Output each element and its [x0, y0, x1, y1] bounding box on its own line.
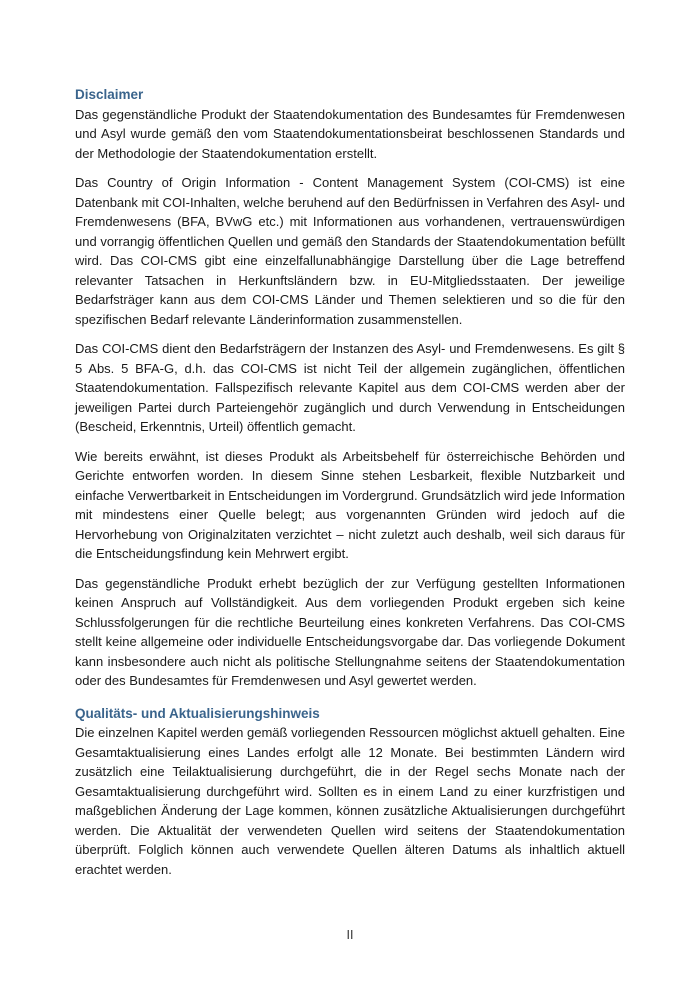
disclaimer-paragraph-4: Wie bereits erwähnt, ist dieses Produkt als Arbeitsbehelf für österreichische Behörden und Gerichte entworfen worden. In diesem Sinne stehen Lesbarkeit, flexible Nutzbarkeit und einfache Verwertbarkeit in Entscheidungen im Vordergrund. Grundsätzlich wird jede Information mit mindestens einer Quelle belegt; aus vorgenannten Gründen wird jedoch auf die Hervorhebung von Originalzitaten verzichtet – nicht zuletzt auch deshalb, weil sich daraus für die Entscheidungsfindung kein Mehrwert ergibt.	[75, 448, 625, 561]
section-disclaimer	[75, 85, 625, 691]
disclaimer-heading: Disclaimer	[75, 87, 144, 102]
quality-update-note-paragraph-1: Die einzelnen Kapitel werden gemäß vorliegenden Ressourcen möglichst aktuell gehalten. Eine Gesamtaktualisierung eines Landes erfolgt alle 12 Monate. Bei bestimmten Ländern wird zusätzlich eine Teilaktualisierung durchgeführt, die in der Regel sechs Monate nach der Gesamtaktualisierung durchgeführt wird. Sollten es in einem Land zu einer kurzfristigen und maßgeblichen Änderung der Lage kommen, können zusätzliche Aktualisierungen durchgeführt werden. Die Aktualität der verwendeten Quellen wird seitens der Staatendokumentation überprüft. Folglich können auch verwendete Quellen älteren Datums als inhaltlich aktuell erachtet werden.	[75, 725, 625, 877]
disclaimer-paragraph-5: Das gegenständliche Produkt erhebt bezüglich der zur Verfügung gestellten Informationen keinen Anspruch auf Vollständigkeit. Aus dem vorliegenden Produkt ergeben sich keine Schlussfolgerungen für die rechtliche Beurteilung eines konkreten Verfahrens. Das COI-CMS stellt keine allgemeine oder individuelle Entscheidungsvorgabe dar. Das vorliegende Dokument kann insbesondere auch nicht als politische Stellungnahme seitens der Staatendokumentation oder des Bundesamtes für Fremdenwesen und Asyl gewertet werden.	[75, 575, 625, 688]
disclaimer-paragraph-3: Das COI-CMS dient den Bedarfsträgern der Instanzen des Asyl- und Fremdenwesens. Es gilt § 5 Abs. 5 BFA-G, d.h. das COI-CMS ist nicht Teil der allgemein zugänglichen, öffentlichen Staatendokumentation. Fallspezifisch relevante Kapitel aus dem COI-CMS werden aber der jeweiligen Partei durch Parteiengehör zugänglich und durch Verwendung in Entscheidungen (Bescheid, Erkenntnis, Urteil) öffentlich gemacht.	[75, 341, 625, 434]
disclaimer-paragraph-2: Das Country of Origin Information - Content Management System (COI-CMS) ist eine Datenbank mit COI-Inhalten, welche beruhend auf den Bedürfnissen in Verfahren des Asyl- und Fremdenwesens (BFA, BVwG etc.) mit Informationen aus vorhandenen, vertrauenswürdigen und vorrangig öffentlichen Quellen und gemäß den Standards der Staatendokumentation befüllt wird. Das COI-CMS gibt eine einzelfallunabhängige Darstellung über die Lage betreffend relevanter Tatsachen in Herkunftsländern bzw. in EU-Mitgliedsstaaten. Der jeweilige Bedarfsträger kann aus dem COI-CMS Länder und Themen selektieren und so die für den spezifischen Bedarf relevante Länderinformation zusammenstellen.	[75, 175, 625, 327]
disclaimer-paragraph-1: Das gegenständliche Produkt der Staatendokumentation des Bundesamtes für Fremdenwesen und Asyl wurde gemäß den vom Staatendokumentationsbeirat beschlossenen Standards und der Methodologie der Staatendokumentation erstellt.	[75, 106, 625, 161]
page-number: II	[346, 928, 354, 942]
page-content	[75, 85, 625, 879]
page-footer	[0, 926, 700, 944]
section-quality-update-note	[75, 704, 625, 880]
quality-update-note-heading: Qualitäts- und Aktualisierungshinweis	[75, 705, 320, 721]
